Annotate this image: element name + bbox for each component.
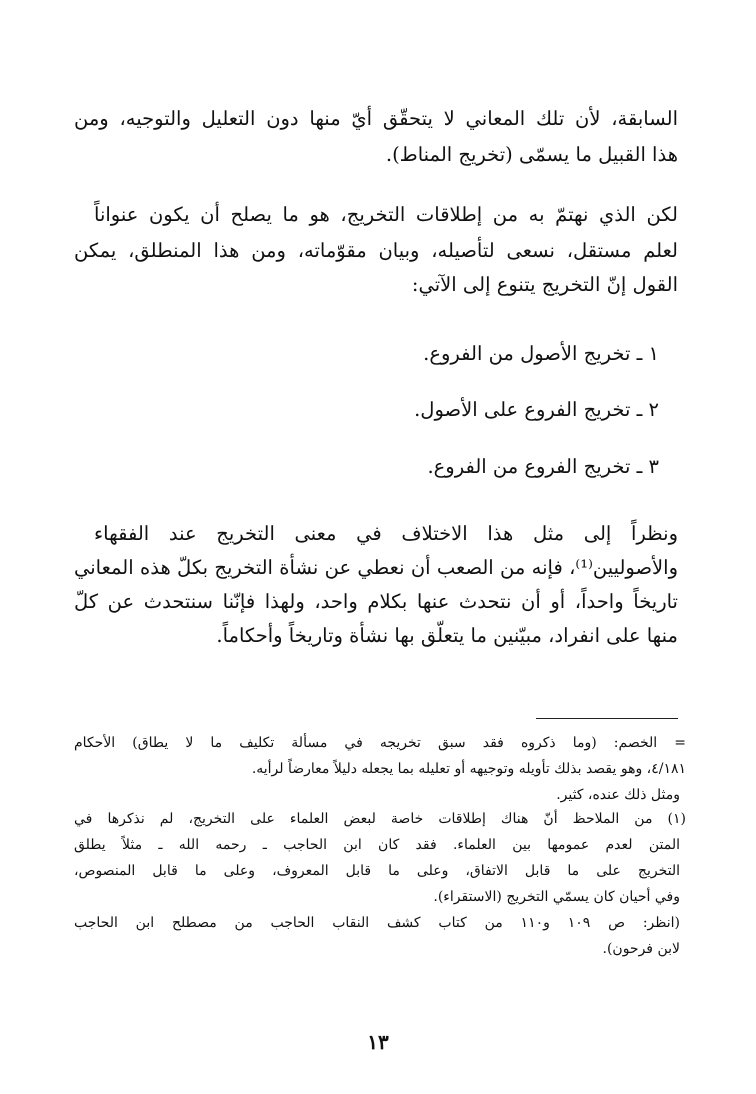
paragraph-1-line-1: السابقة، لأن تلك المعاني لا يتحقّق أيّ منها دون التعليل والتوجيه، ومن	[74, 107, 678, 130]
page-number: ١٣	[367, 1030, 389, 1054]
paragraph-3-line-3: تاريخاً واحداً، أو أن نتحدث عنها بكلام واحد، ولهذا فإنّنا سنتحدث عن كلّ	[74, 590, 678, 613]
footnote-separator	[536, 718, 678, 719]
list-item-3: ٣ ـ تخريج الفروع من الفروع.	[427, 455, 659, 478]
paragraph-2-line-1: لكن الذي نهتمّ به من إطلاقات التخريج، هو ما يصلح أن يكون عنواناً	[94, 203, 678, 226]
footnote-1-line-5: (انظر: ص ١٠٩ و١١٠ من كتاب كشف النقاب الحاجب من مصطلح ابن الحاجب	[74, 915, 681, 931]
paragraph-3-line-1: ونظراً إلى مثل هذا الاختلاف في معنى التخريج عند الفقهاء	[94, 522, 678, 545]
footnote-continuation-line-1: = الخصم: (وما ذكروه فقد سبق تخريجه في مسألة تكليف ما لا يطاق) الأحكام	[74, 735, 686, 751]
footnote-1-line-3: التخريج على ما قابل الاتفاق، وعلى ما قابل المعروف، وعلى ما قابل المنصوص،	[74, 863, 680, 879]
footnote-1-line-2: المتن لعدم عمومها بين العلماء. فقد كان ابن الحاجب ـ رحمه الله ـ مثلاً يطلق	[74, 837, 680, 853]
footnote-1-line-4: وفي أحيان كان يسمّي التخريج (الاستقراء).	[433, 889, 680, 905]
footnote-1-line-6: لابن فرحون).	[602, 941, 680, 957]
list-item-2: ٢ ـ تخريج الفروع على الأصول.	[414, 398, 659, 421]
paragraph-3-line-4: منها على انفراد، مبيّنين ما يتعلّق بها نشأة وتاريخاً وأحكاماً.	[216, 624, 678, 647]
footnote-continuation-line-3: ومثل ذلك عنده، كثير.	[556, 787, 680, 803]
paragraph-3-line-2: والأصوليين⁽¹⁾، فإنه من الصعب أن نعطي عن نشأة التخريج بكلّ هذه المعاني	[74, 556, 678, 579]
list-item-1: ١ ـ تخريج الأصول من الفروع.	[423, 342, 659, 365]
paragraph-2-line-2: لعلم مستقل، نسعى لتأصيله، وبيان مقوّماته، ومن هذا المنطلق، يمكن	[74, 239, 678, 262]
paragraph-1-line-2: هذا القبيل ما يسمّى (تخريج المناط).	[385, 143, 678, 166]
paragraph-2-line-3: القول إنّ التخريج يتنوع إلى الآتي:	[411, 273, 678, 296]
footnote-1-line-1: (١) من الملاحظ أنّ هناك إطلاقات خاصة لبعض العلماء على التخريج، لم نذكرها في	[74, 811, 686, 827]
footnote-continuation-line-2: ٤/١٨١، وهو يقصد بذلك تأويله وتوجيهه أو تعليله بما يجعله دليلاً معارضاً لرأيه.	[251, 761, 686, 777]
